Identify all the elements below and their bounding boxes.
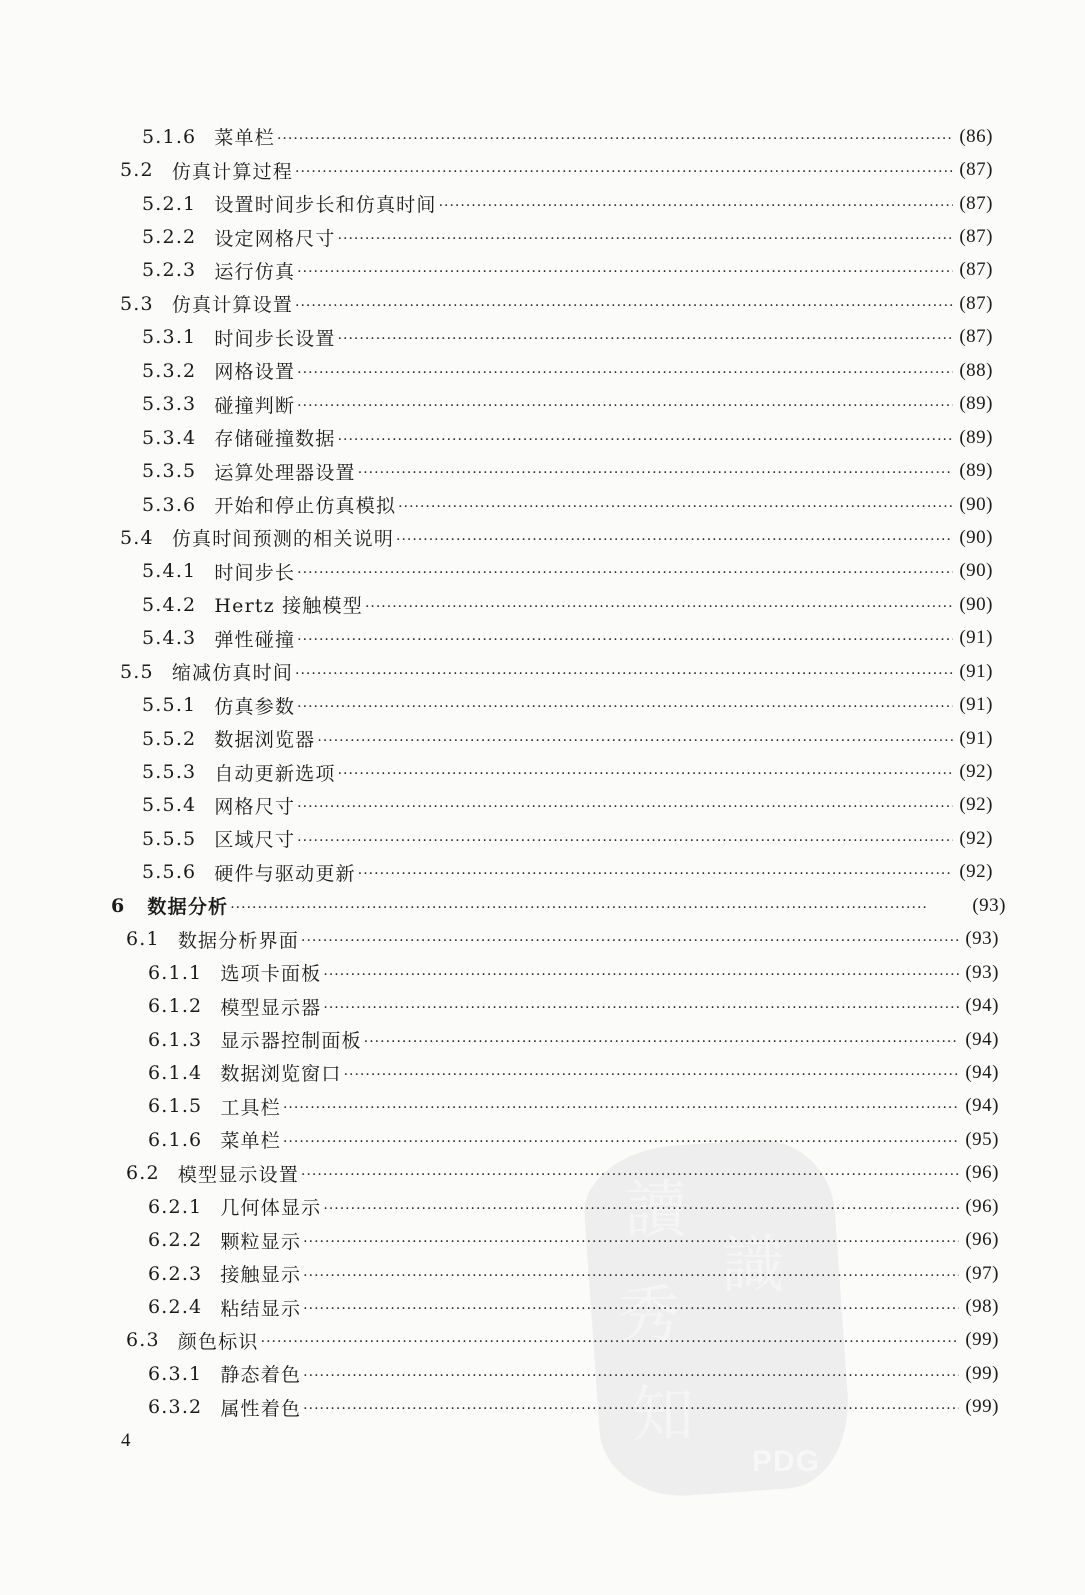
dot-leader: [297, 394, 953, 414]
page-number: 4: [121, 1430, 131, 1451]
toc-entry-page: (99): [965, 1396, 999, 1418]
dot-leader: [301, 929, 959, 949]
toc-entry-page: (93): [965, 928, 999, 950]
toc-entry-page: (92): [959, 861, 993, 883]
toc-entry-number: 5.5.6: [142, 861, 197, 884]
dot-leader: [283, 1130, 959, 1150]
toc-entry[interactable]: [0, 488, 1085, 521]
toc-entry-number: 5.5.2: [142, 727, 197, 750]
dot-leader: [230, 896, 966, 916]
toc-entry-title: 开始和停止仿真模拟: [214, 495, 397, 518]
toc-entry-page: (88): [959, 359, 993, 381]
toc-entry-number: 6.1.5: [148, 1095, 203, 1118]
toc-entry[interactable]: [0, 1123, 1085, 1156]
toc-entry-title: 模型显示设置: [177, 1163, 300, 1186]
dot-leader: [439, 194, 954, 214]
dot-leader: [396, 528, 953, 548]
dot-leader: [297, 628, 953, 648]
toc-entry-title: 运行仿真: [214, 260, 296, 283]
toc-entry-number: 5.2.1: [142, 192, 197, 215]
toc-entry-page: (87): [959, 292, 993, 314]
toc-entry-page: (90): [959, 593, 993, 615]
toc-entry[interactable]: [0, 521, 1085, 554]
toc-entry-title: 显示器控制面板: [220, 1030, 362, 1053]
dot-leader: [295, 662, 953, 682]
toc-entry-title: 颜色标识: [177, 1330, 259, 1353]
toc-entry-title: 网格尺寸: [214, 795, 296, 818]
toc-entry[interactable]: [0, 1257, 1085, 1290]
toc-entry-number: 6.1.3: [148, 1028, 203, 1051]
toc-entry[interactable]: [0, 354, 1085, 387]
toc-entry[interactable]: [0, 655, 1085, 688]
toc-entry-page: (96): [965, 1162, 999, 1184]
toc-entry[interactable]: [0, 120, 1085, 153]
dot-leader: [297, 795, 953, 815]
dot-leader: [338, 762, 954, 782]
toc-entry-page: (89): [959, 426, 993, 448]
toc-entry-title: 数据分析: [147, 896, 229, 919]
toc-entry-title: 弹性碰撞: [214, 628, 296, 651]
toc-entry-number: 5.4.1: [142, 560, 197, 583]
dot-leader: [261, 1330, 960, 1350]
watermark-glyph: 知: [632, 1378, 695, 1451]
toc-entry-page: (94): [965, 995, 999, 1017]
toc-entry[interactable]: [0, 1157, 1085, 1190]
toc-entry-number: 5.5.3: [142, 761, 197, 784]
toc-entry-title: 仿真计算过程: [171, 160, 294, 183]
toc-entry-title: 区域尺寸: [214, 829, 296, 852]
toc-entry-page: (99): [965, 1362, 999, 1384]
toc-entry-title: 网格设置: [214, 361, 296, 384]
toc-entry-page: (92): [959, 827, 993, 849]
toc-entry-number: 5.3.2: [142, 359, 197, 382]
dot-leader: [344, 1063, 960, 1083]
toc-entry-title: 接触显示: [220, 1264, 302, 1287]
toc-entry-number: 6.1: [126, 928, 160, 951]
toc-entry-title: 数据分析界面: [177, 929, 300, 952]
dot-leader: [297, 695, 953, 715]
toc-entry[interactable]: [0, 755, 1085, 788]
toc-entry-page: (92): [959, 794, 993, 816]
toc-entry[interactable]: [0, 989, 1085, 1022]
toc-entry-number: 5.1.6: [142, 125, 197, 148]
dot-leader: [338, 327, 954, 347]
toc-entry-number: 5.5.1: [142, 694, 197, 717]
toc-entry-page: (96): [965, 1195, 999, 1217]
dot-leader: [323, 1197, 959, 1217]
toc-entry-page: (93): [972, 894, 1006, 916]
toc-entry-title: 碰撞判断: [214, 394, 296, 417]
toc-entry-number: 6: [111, 894, 126, 917]
toc-entry[interactable]: [0, 287, 1085, 320]
dot-leader: [303, 1297, 959, 1317]
toc-entry-title: 时间步长设置: [214, 327, 336, 350]
toc-entry-page: (89): [959, 393, 993, 415]
dot-leader: [303, 1264, 959, 1284]
toc-entry-number: 6.2.4: [148, 1296, 203, 1319]
dot-leader: [365, 595, 953, 615]
toc-entry-number: 5.2: [120, 159, 154, 182]
toc-entry-page: (92): [959, 761, 993, 783]
watermark-glyph: 識: [722, 1228, 785, 1301]
toc-entry[interactable]: [0, 588, 1085, 621]
toc-entry-page: (90): [959, 493, 993, 515]
toc-entry-page: (91): [959, 660, 993, 682]
toc-entry-title: 几何体显示: [220, 1197, 322, 1220]
toc-entry[interactable]: [0, 254, 1085, 287]
toc-entry-title: 运算处理器设置: [214, 461, 356, 484]
toc-entry-title: 数据浏览窗口: [220, 1063, 342, 1086]
toc-entry-page: (87): [959, 159, 993, 181]
toc-entry-page: (87): [959, 226, 993, 248]
toc-entry-page: (90): [959, 526, 993, 548]
toc-entry-title: 仿真计算设置: [171, 294, 294, 317]
toc-entry-title: 设定网格尺寸: [214, 227, 336, 250]
toc-entry-page: (91): [959, 727, 993, 749]
dot-leader: [283, 1096, 959, 1116]
toc-entry-title: 数据浏览器: [214, 729, 316, 752]
toc-entry-title: 时间步长: [214, 561, 296, 584]
toc-entry-page: (89): [959, 460, 993, 482]
toc-entry-title: 硬件与驱动更新: [214, 862, 356, 885]
dot-leader: [297, 829, 953, 849]
toc-entry-number: 5.4.3: [142, 627, 197, 650]
toc-entry[interactable]: [0, 923, 1085, 956]
dot-leader: [297, 561, 953, 581]
toc-entry-page: (90): [959, 560, 993, 582]
dot-leader: [277, 127, 953, 147]
dot-leader: [297, 361, 953, 381]
toc-entry-number: 6.1.4: [148, 1061, 203, 1084]
toc-entry-page: (97): [965, 1262, 999, 1284]
toc-entry-page: (87): [959, 326, 993, 348]
dot-leader: [295, 294, 953, 314]
toc-entry[interactable]: [0, 220, 1085, 253]
toc-entry[interactable]: [0, 1290, 1085, 1323]
toc-entry[interactable]: [0, 1391, 1085, 1424]
toc-entry-page: (99): [965, 1329, 999, 1351]
watermark-glyph: 秀: [618, 1278, 681, 1351]
dot-leader: [323, 996, 959, 1016]
toc-entry-title: 菜单栏: [220, 1130, 281, 1153]
toc-entry-number: 5.5.4: [142, 794, 197, 817]
toc-entry-title: 仿真参数: [214, 695, 296, 718]
toc-entry[interactable]: [0, 321, 1085, 354]
toc-entry-number: 5.2.2: [142, 226, 197, 249]
toc-entry-title: 静态着色: [220, 1364, 302, 1387]
toc-entry-number: 5.3.1: [142, 326, 197, 349]
toc-entry[interactable]: [0, 153, 1085, 186]
toc-entry-title: 模型显示器: [220, 996, 322, 1019]
toc-entry-title: 自动更新选项: [214, 762, 336, 785]
toc-entry[interactable]: [0, 688, 1085, 721]
toc-entry[interactable]: [0, 454, 1085, 487]
dot-leader: [338, 428, 954, 448]
toc-entry-number: 5.5.5: [142, 827, 197, 850]
toc-entry[interactable]: [0, 1190, 1085, 1223]
toc-entry[interactable]: [0, 822, 1085, 855]
toc-entry-number: 6.2: [126, 1162, 160, 1185]
toc-entry-page: (86): [959, 125, 993, 147]
toc-entry-title: 工具栏: [220, 1096, 281, 1119]
toc-entry-title: 菜单栏: [214, 127, 275, 150]
toc-entry-title: 属性着色: [220, 1397, 302, 1420]
dot-leader: [358, 862, 954, 882]
toc-entry-page: (87): [959, 259, 993, 281]
toc-entry-page: (94): [965, 1095, 999, 1117]
toc-entry[interactable]: [0, 187, 1085, 220]
toc-entry-title: 选项卡面板: [220, 963, 322, 986]
toc-entry-page: (94): [965, 1028, 999, 1050]
toc-entry[interactable]: [0, 1223, 1085, 1256]
toc-entry-page: (94): [965, 1061, 999, 1083]
toc-entry-number: 5.5: [120, 660, 154, 683]
toc-entry-number: 5.3: [120, 292, 154, 315]
dot-leader: [303, 1397, 959, 1417]
toc-entry-title: 粘结显示: [220, 1297, 302, 1320]
toc-entry-number: 5.3.3: [142, 393, 197, 416]
toc-entry-number: 5.3.6: [142, 493, 197, 516]
table-of-contents: [0, 120, 1085, 1424]
toc-entry[interactable]: [0, 1090, 1085, 1123]
dot-leader: [358, 461, 954, 481]
toc-entry-number: 6.1.1: [148, 961, 203, 984]
toc-entry-page: (98): [965, 1296, 999, 1318]
toc-entry-page: (93): [965, 961, 999, 983]
toc-entry-number: 5.3.5: [142, 460, 197, 483]
toc-entry-page: (87): [959, 192, 993, 214]
toc-entry[interactable]: [0, 889, 1085, 922]
toc-entry[interactable]: [0, 722, 1085, 755]
dot-leader: [338, 227, 954, 247]
toc-entry-number: 6.2.3: [148, 1262, 203, 1285]
toc-entry-number: 6.1.6: [148, 1128, 203, 1151]
toc-entry[interactable]: [0, 388, 1085, 421]
toc-entry-page: (91): [959, 627, 993, 649]
dot-leader: [323, 963, 959, 983]
toc-entry[interactable]: [0, 1324, 1085, 1357]
toc-entry-title: 缩减仿真时间: [171, 662, 294, 685]
toc-entry-number: 6.2.2: [148, 1229, 203, 1252]
toc-entry[interactable]: [0, 789, 1085, 822]
watermark-glyph: 讀: [625, 1173, 688, 1246]
toc-entry-title: 颗粒显示: [220, 1230, 302, 1253]
dot-leader: [398, 495, 953, 515]
toc-entry-number: 5.4: [120, 526, 154, 549]
toc-entry[interactable]: [0, 1023, 1085, 1056]
dot-leader: [295, 160, 953, 180]
dot-leader: [301, 1163, 959, 1183]
toc-entry-number: 6.3.1: [148, 1362, 203, 1385]
toc-entry[interactable]: [0, 1357, 1085, 1390]
toc-entry-title: Hertz 接触模型: [214, 595, 363, 618]
dot-leader: [317, 729, 953, 749]
dot-leader: [303, 1364, 959, 1384]
toc-entry-number: 6.2.1: [148, 1195, 203, 1218]
toc-entry-title: 设置时间步长和仿真时间: [214, 194, 437, 217]
toc-entry-page: (95): [965, 1128, 999, 1150]
toc-entry-number: 6.3: [126, 1329, 160, 1352]
toc-entry-page: (96): [965, 1229, 999, 1251]
toc-entry-title: 仿真时间预测的相关说明: [171, 528, 395, 551]
dot-leader: [364, 1030, 960, 1050]
toc-entry[interactable]: [0, 956, 1085, 989]
toc-entry-number: 5.2.3: [142, 259, 197, 282]
toc-entry[interactable]: [0, 856, 1085, 889]
dot-leader: [303, 1230, 959, 1250]
dot-leader: [297, 260, 953, 280]
toc-entry-number: 5.4.2: [142, 593, 197, 616]
toc-entry[interactable]: [0, 421, 1085, 454]
toc-entry-title: 存储碰撞数据: [214, 428, 336, 451]
toc-entry[interactable]: [0, 1056, 1085, 1089]
toc-entry[interactable]: [0, 555, 1085, 588]
toc-entry-page: (91): [959, 694, 993, 716]
toc-entry-number: 5.3.4: [142, 426, 197, 449]
toc-entry-number: 6.3.2: [148, 1396, 203, 1419]
toc-entry[interactable]: [0, 622, 1085, 655]
toc-entry-number: 6.1.2: [148, 995, 203, 1018]
watermark-logo: PDG: [752, 1445, 821, 1478]
